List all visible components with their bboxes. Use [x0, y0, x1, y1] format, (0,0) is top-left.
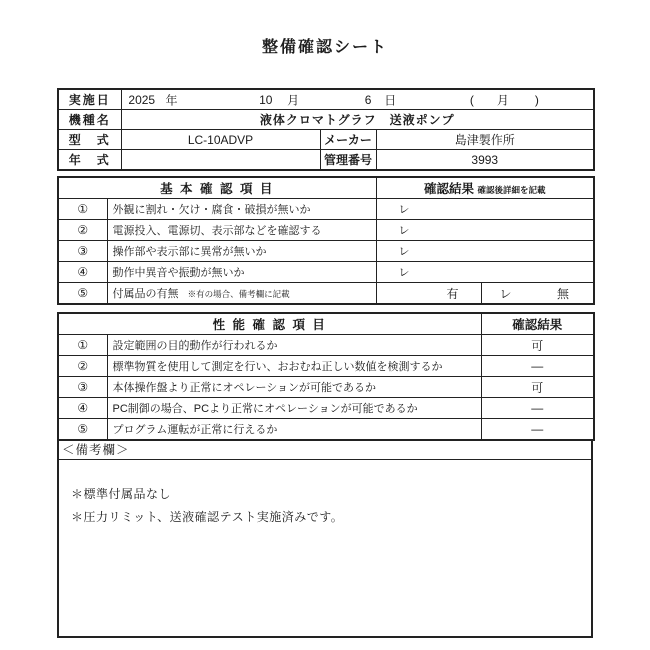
date-paren-open: ( [469, 92, 474, 107]
check-mark: レ [376, 220, 594, 241]
item-text [107, 283, 376, 305]
result-value: ― [481, 356, 594, 377]
item-text: 設定範囲の目的動作が行われるか [107, 335, 481, 356]
result-value: 可 [481, 377, 594, 398]
row-number: ① [58, 199, 107, 220]
row-number: ④ [58, 262, 107, 283]
check-mark: レ [376, 199, 594, 220]
remarks-line: ＊標準付属品なし [71, 487, 172, 501]
basic-row-2 [58, 220, 594, 241]
result-value: 可 [481, 335, 594, 356]
row-number: ⑤ [58, 283, 107, 305]
year-label: 年 式 [58, 150, 121, 171]
date-month-value: 10 [259, 92, 273, 107]
type-label: 型 式 [58, 130, 121, 150]
sheet-body [57, 88, 593, 638]
control-number-label: 管理番号 [320, 150, 376, 171]
remarks-body [59, 460, 591, 532]
info-table [57, 88, 595, 171]
date-weekday: 月 [496, 93, 509, 107]
spacer [57, 305, 593, 312]
basic-header-result-label: 確認結果 [424, 182, 475, 196]
accessories-item-note: ※有の場合、備考欄に記載 [187, 289, 290, 299]
date-label: 実施日 [58, 89, 121, 110]
item-text: 外観に割れ・欠け・腐食・破損が無いか [107, 199, 376, 220]
basic-row-5 [58, 283, 594, 305]
basic-row-3 [58, 241, 594, 262]
remarks-label: ＜備考欄＞ [59, 441, 591, 460]
basic-row-1 [58, 199, 594, 220]
accessories-no-label: 無 [557, 286, 570, 301]
check-mark: レ [376, 262, 594, 283]
model-value: 液体クロマトグラフ 送液ポンプ [121, 110, 594, 130]
accessories-item-label: 付属品の有無 [112, 288, 179, 300]
performance-row-3 [58, 377, 594, 398]
accessories-yes-label: 有 [376, 283, 481, 305]
performance-row-2 [58, 356, 594, 377]
page-title: 整備確認シート [261, 39, 388, 56]
model-label: 機種名 [58, 110, 121, 130]
item-text: 電源投入、電源切、表示部などを確認する [107, 220, 376, 241]
performance-check-table [57, 312, 595, 441]
date-year-value: 2025 [128, 92, 156, 107]
maker-label: メーカー [320, 130, 376, 150]
type-value: LC-10ADVP [121, 130, 320, 150]
item-text: PC制御の場合、PCより正常にオペレーションが可能であるか [107, 398, 481, 419]
remarks-line: ＊圧力リミット、送液確認テスト実施済みです。 [71, 510, 344, 524]
basic-check-table [57, 176, 595, 305]
performance-row-5 [58, 419, 594, 441]
performance-header-row [58, 313, 594, 335]
basic-row-4 [58, 262, 594, 283]
accessories-no-cell [481, 283, 594, 305]
date-paren-close: ) [534, 92, 539, 107]
row-number: ⑤ [58, 419, 107, 441]
model-row [58, 110, 594, 130]
type-row [58, 130, 594, 150]
check-mark: レ [376, 241, 594, 262]
item-text: 動作中異音や振動が無いか [107, 262, 376, 283]
basic-header-result [376, 177, 594, 199]
control-number-value: 3993 [376, 150, 594, 171]
year-value [121, 150, 320, 171]
item-text: プログラム運転が正常に行えるか [107, 419, 481, 441]
performance-row-1 [58, 335, 594, 356]
row-number: ③ [58, 377, 107, 398]
item-text: 本体操作盤より正常にオペレーションが可能であるか [107, 377, 481, 398]
result-value: ― [481, 398, 594, 419]
performance-header-item: 性 能 確 認 項 目 [58, 313, 481, 335]
remarks-box [57, 439, 593, 638]
result-value: ― [481, 419, 594, 441]
year-row [58, 150, 594, 171]
accessories-check-mark: レ [499, 286, 512, 301]
performance-header-result: 確認結果 [481, 313, 594, 335]
maker-value: 島津製作所 [376, 130, 594, 150]
row-number: ① [58, 335, 107, 356]
item-text: 標準物質を使用して測定を行い、おおむね正しい数値を検測するか [107, 356, 481, 377]
row-number: ② [58, 356, 107, 377]
date-month-unit: 月 [287, 93, 300, 107]
basic-header-result-note: 確認後詳細を記載 [477, 185, 546, 195]
item-text: 操作部や表示部に異常が無いか [107, 241, 376, 262]
row-number: ③ [58, 241, 107, 262]
row-number: ② [58, 220, 107, 241]
basic-header-item: 基 本 確 認 項 目 [58, 177, 376, 199]
date-day-unit: 日 [384, 93, 397, 107]
date-day-value: 6 [364, 92, 372, 107]
date-value-cell [121, 89, 594, 110]
performance-row-4 [58, 398, 594, 419]
date-row [58, 89, 594, 110]
date-year-unit: 年 [165, 93, 178, 107]
basic-header-row [58, 177, 594, 199]
row-number: ④ [58, 398, 107, 419]
